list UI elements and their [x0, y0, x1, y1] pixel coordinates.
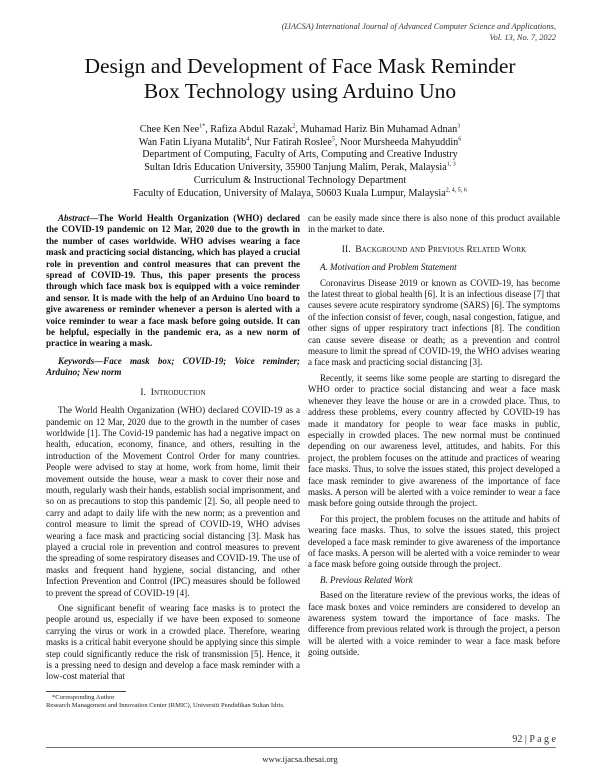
abstract	[46, 213, 300, 350]
footnote-corresponding: *Corresponding Author	[52, 694, 115, 701]
affiliation-line-2	[40, 162, 560, 175]
author-block	[40, 124, 560, 200]
subsection-heading-motivation: A. Motivation and Problem Statement	[320, 262, 457, 273]
title-line-1: Design and Development of Face Mask Reminder	[84, 54, 516, 78]
right-column	[308, 213, 560, 663]
affiliation-line-1: Department of Computing, Faculty of Arts, Computing and Creative Industry	[142, 149, 458, 161]
author-sup: 2	[292, 123, 296, 130]
journal-header	[282, 22, 556, 43]
journal-volume: Vol. 13, No. 7, 2022	[489, 32, 556, 42]
paragraph: Coronavirus Disease 2019 or known as COVID-19, has become the latest threat to global health [6]. It is an infectious disease [7] that causes severe acute respiratory syndrome (SARS) [6]. The symptoms of the infection consist of fever, cough, nasal congestion, fatigue, and other signs of upper respiratory tract infections [8]. The condition can cause severe disease or death; as a prevention and control measure to limit the spread of COVID-19, the WHO advises wearing a face mask and practicing social distancing [3].	[308, 277, 560, 368]
author-sup: 1*	[199, 123, 206, 130]
left-column	[46, 213, 300, 687]
author-name: Chee Ken Nee	[139, 124, 200, 135]
author-line-1: Chee Ken Nee$^{1*}$, Rafiza Abdul Razak$^2$, Muhamad Hariz Bin Muhamad Adnan$^3$	[139, 123, 461, 135]
title-line-2: Box Technology using Arduino Uno	[143, 79, 457, 103]
subsection-heading-related-work: B. Previous Related Work	[320, 574, 413, 585]
paragraph: For this project, the problem focuses on the attitude and habits of wearing face masks. Thus, to solve the issues stated, this project developed a face mask reminder to give awareness of the importance of face masks. A person will be alerted with a voice reminder to wear a face mask before going outside through the project.	[308, 513, 560, 570]
author-sup: 4	[246, 136, 250, 143]
author-name: Rafiza Abdul Razak	[210, 124, 293, 135]
paragraph: can be easily made since there is also none of this product available in the market to date.	[308, 213, 560, 235]
affiliation-line-3: Curriculum & Instructional Technology Department	[193, 174, 407, 186]
author-sup: 5	[331, 136, 335, 143]
author-line-2: Wan Fatin Liyana Mutalib$^4$, Nur Fatirah Roslee$^5$, Noor Mursheeda Mahyuddin$^6$	[138, 136, 462, 148]
abstract-lead: Abstract	[58, 213, 90, 223]
affiliation-text: Sultan Idris Education University, 35900 Tanjung Malim, Perak, Malaysia	[144, 162, 447, 174]
journal-name: (IJACSA) International Journal of Advanced Computer Science and Applications,	[281, 22, 556, 31]
paragraph: Recently, it seems like some people are starting to disregard the WHO order to practice social distancing and wear a face mask whenever they leave the house or are in a crowded place. Thus, to address these problems, every country affected by COVID-19 has made it mandatory for people to wear face masks in public, especially in crowded places. The new normal must be continued depending on our awareness level, attitudes, and habits. For this project, the problem focuses on the attitude and practices of wearing face masks. Thus, to solve the issues stated, this project developed a face mask reminder to give awareness of the importance of face masks. A person will be alerted with a voice reminder to wear a face mask before going outside through the project.	[308, 372, 560, 509]
abstract-text: —The World Health Organization (WHO) declared the COVID-19 pandemic on 12 Mar, 2020 due to the growth in the number of cases worldwide. WHO advises wearing a face mask and practicing social distancing, which has played a crucial role in prevention and control measures that can prevent the spread of COVID-19. Thus, this paper presents the process through which face mask box is equipped with a voice reminder and sensor. It is made with the help of an Arduino Uno board to give awareness or reminder whenever a person is alerted with a voice reminder to wear a face mask before going outside. It can be helpful, especially in the pandemic era, as a new norm of practice in wearing a mask.	[46, 213, 300, 349]
affiliation-sup: 1, 3	[446, 161, 456, 168]
section-heading-introduction: I. Introduction	[140, 387, 206, 398]
paper-title	[40, 54, 560, 104]
journal-url[interactable]: www.ijacsa.thesai.org	[262, 754, 338, 764]
page-number: 92 | P a g e	[512, 734, 556, 745]
affiliation-line-4	[40, 188, 560, 201]
paragraph: Based on the literature review of the previous works, the ideas of face mask boxes and voice reminders are considered to develop an awareness system toward the importance of face masks. The difference from previous related work is through the project, a person will be alerted with a voice reminder to wear a face mask before going outside.	[308, 590, 560, 658]
author-sup: 6	[458, 136, 462, 143]
section-heading-background: II. Background and Previous Related Work	[341, 244, 527, 255]
affiliation-sup: 2, 4, 5, 6	[445, 187, 467, 194]
paragraph: One significant benefit of wearing face masks is to protect the people around us, especially if we have been exposed to someone carrying the virus or work in a crowded place. Therefore, wearing masks is a critical habit everyone should be applying since this simple step could significantly reduce the risk of transmission [5]. Hence, it is a pressing need to design and develop a face mask reminder with a low-cost material that	[46, 603, 301, 682]
footer-divider	[46, 747, 556, 748]
author-name: Nur Fatirah Roslee	[254, 136, 332, 148]
author-name: Muhamad Hariz Bin Muhamad Adnan	[300, 124, 458, 135]
keywords: Keywords—Face mask box; COVID-19; Voice reminder; Arduino; New norm	[46, 355, 300, 378]
affiliation-text: Faculty of Education, University of Malaya, 50603 Kuala Lumpur, Malaysia	[133, 187, 446, 199]
footnote-divider	[46, 691, 126, 692]
author-sup: 3	[457, 123, 461, 130]
footnote	[46, 694, 300, 710]
author-name: Wan Fatin Liyana Mutalib	[138, 136, 247, 148]
author-name: Noor Mursheeda Mahyuddin	[340, 136, 459, 148]
footnote-affiliation: Research Management and Innovation Center (RMIC), Universiti Pendidikan Sultan Idris.	[46, 702, 285, 710]
paragraph: The World Health Organization (WHO) declared COVID-19 as a pandemic on 12 Mar, 2020 due to the growth in the number of cases worldwide [1]. The Covid-19 pandemic has had a negative impact on health, education, economy, finance, and others, resulting in the introduction of the Movement Control Order for many countries. People were advised to stay at home, work from home, limit their movement outside the house, wear a mask to cover their nose and mouth, regularly wash their hands, establish social imprisonment, and so on as precautions to stop this pandemic [2]. So, all people need to carry and adapt to daily life with the new norm; as a prevention and control measure to limit the spread of COVID-19, WHO advises wearing a face mask and practicing social distancing [3]. Mask has played a crucial role in prevention and control measures to prevent the spreading of some respiratory diseases and COVID-19. The use of masks and frequent hand hygiene, social distancing, and other Infection Prevention and Control (IPC) measures should be followed to prevent the spread of COVID-19 [4].	[46, 405, 300, 598]
